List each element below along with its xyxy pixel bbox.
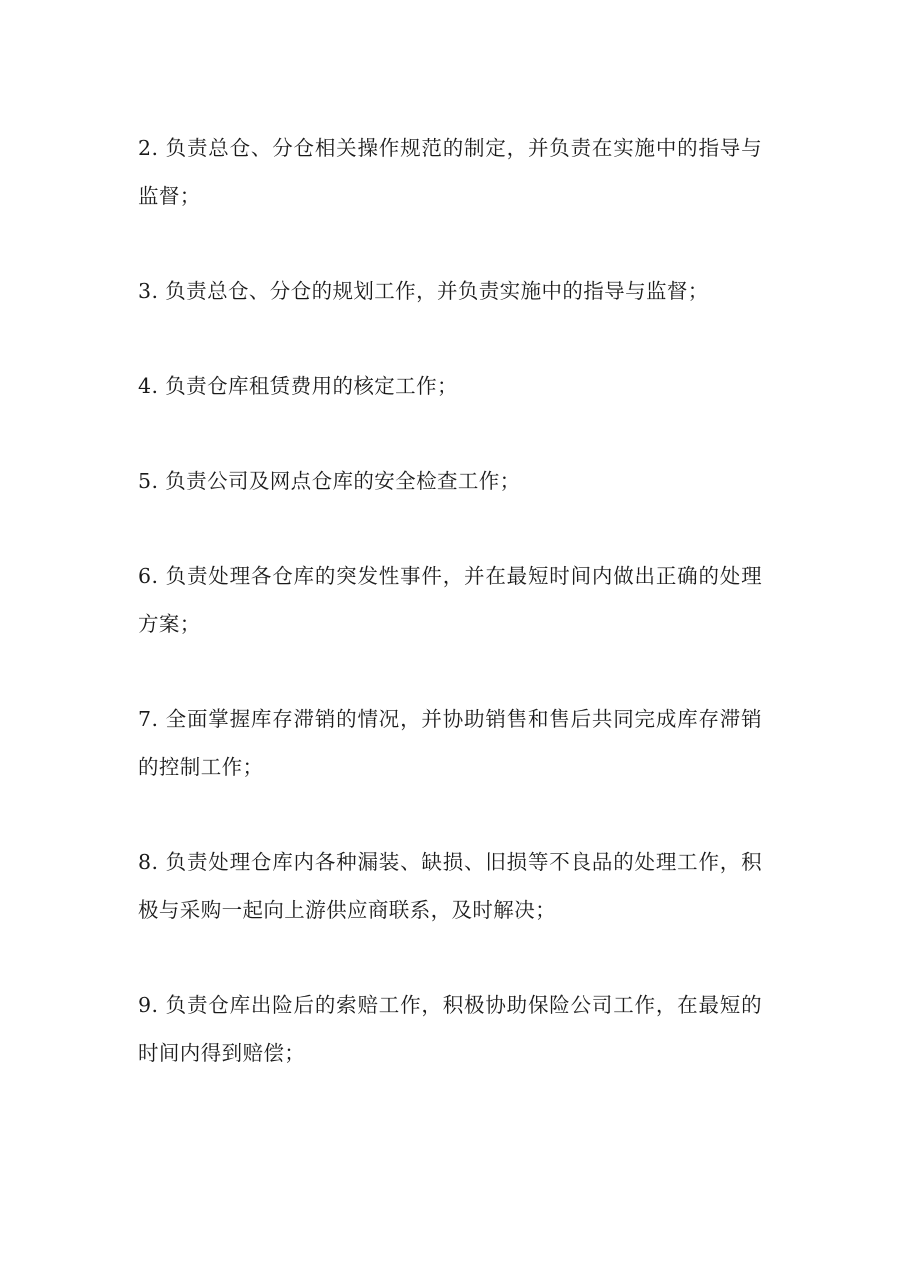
list-item: 3. 负责总仓、分仓的规划工作，并负责实施中的指导与监督； xyxy=(138,279,709,303)
list-item: 8. 负责处理仓库内各种漏装、缺损、旧损等不良品的处理工作，积极与采购一起向上游供应商联系，及时解决； xyxy=(138,850,762,922)
list-item: 9. 负责仓库出险后的索赔工作，积极协助保险公司工作，在最短的时间内得到赔偿； xyxy=(138,993,762,1065)
list-item: 7. 全面掌握库存滞销的情况，并协助销售和售后共同完成库存滞销的控制工作； xyxy=(138,707,762,779)
list-item: 4. 负责仓库租赁费用的核定工作； xyxy=(138,374,458,398)
document-body xyxy=(138,124,762,1124)
list-item: 6. 负责处理各仓库的突发性事件，并在最短时间内做出正确的处理方案； xyxy=(138,564,762,636)
list-item: 5. 负责公司及网点仓库的安全检查工作； xyxy=(138,469,521,493)
list-item: 2. 负责总仓、分仓相关操作规范的制定，并负责在实施中的指导与监督； xyxy=(138,136,762,208)
